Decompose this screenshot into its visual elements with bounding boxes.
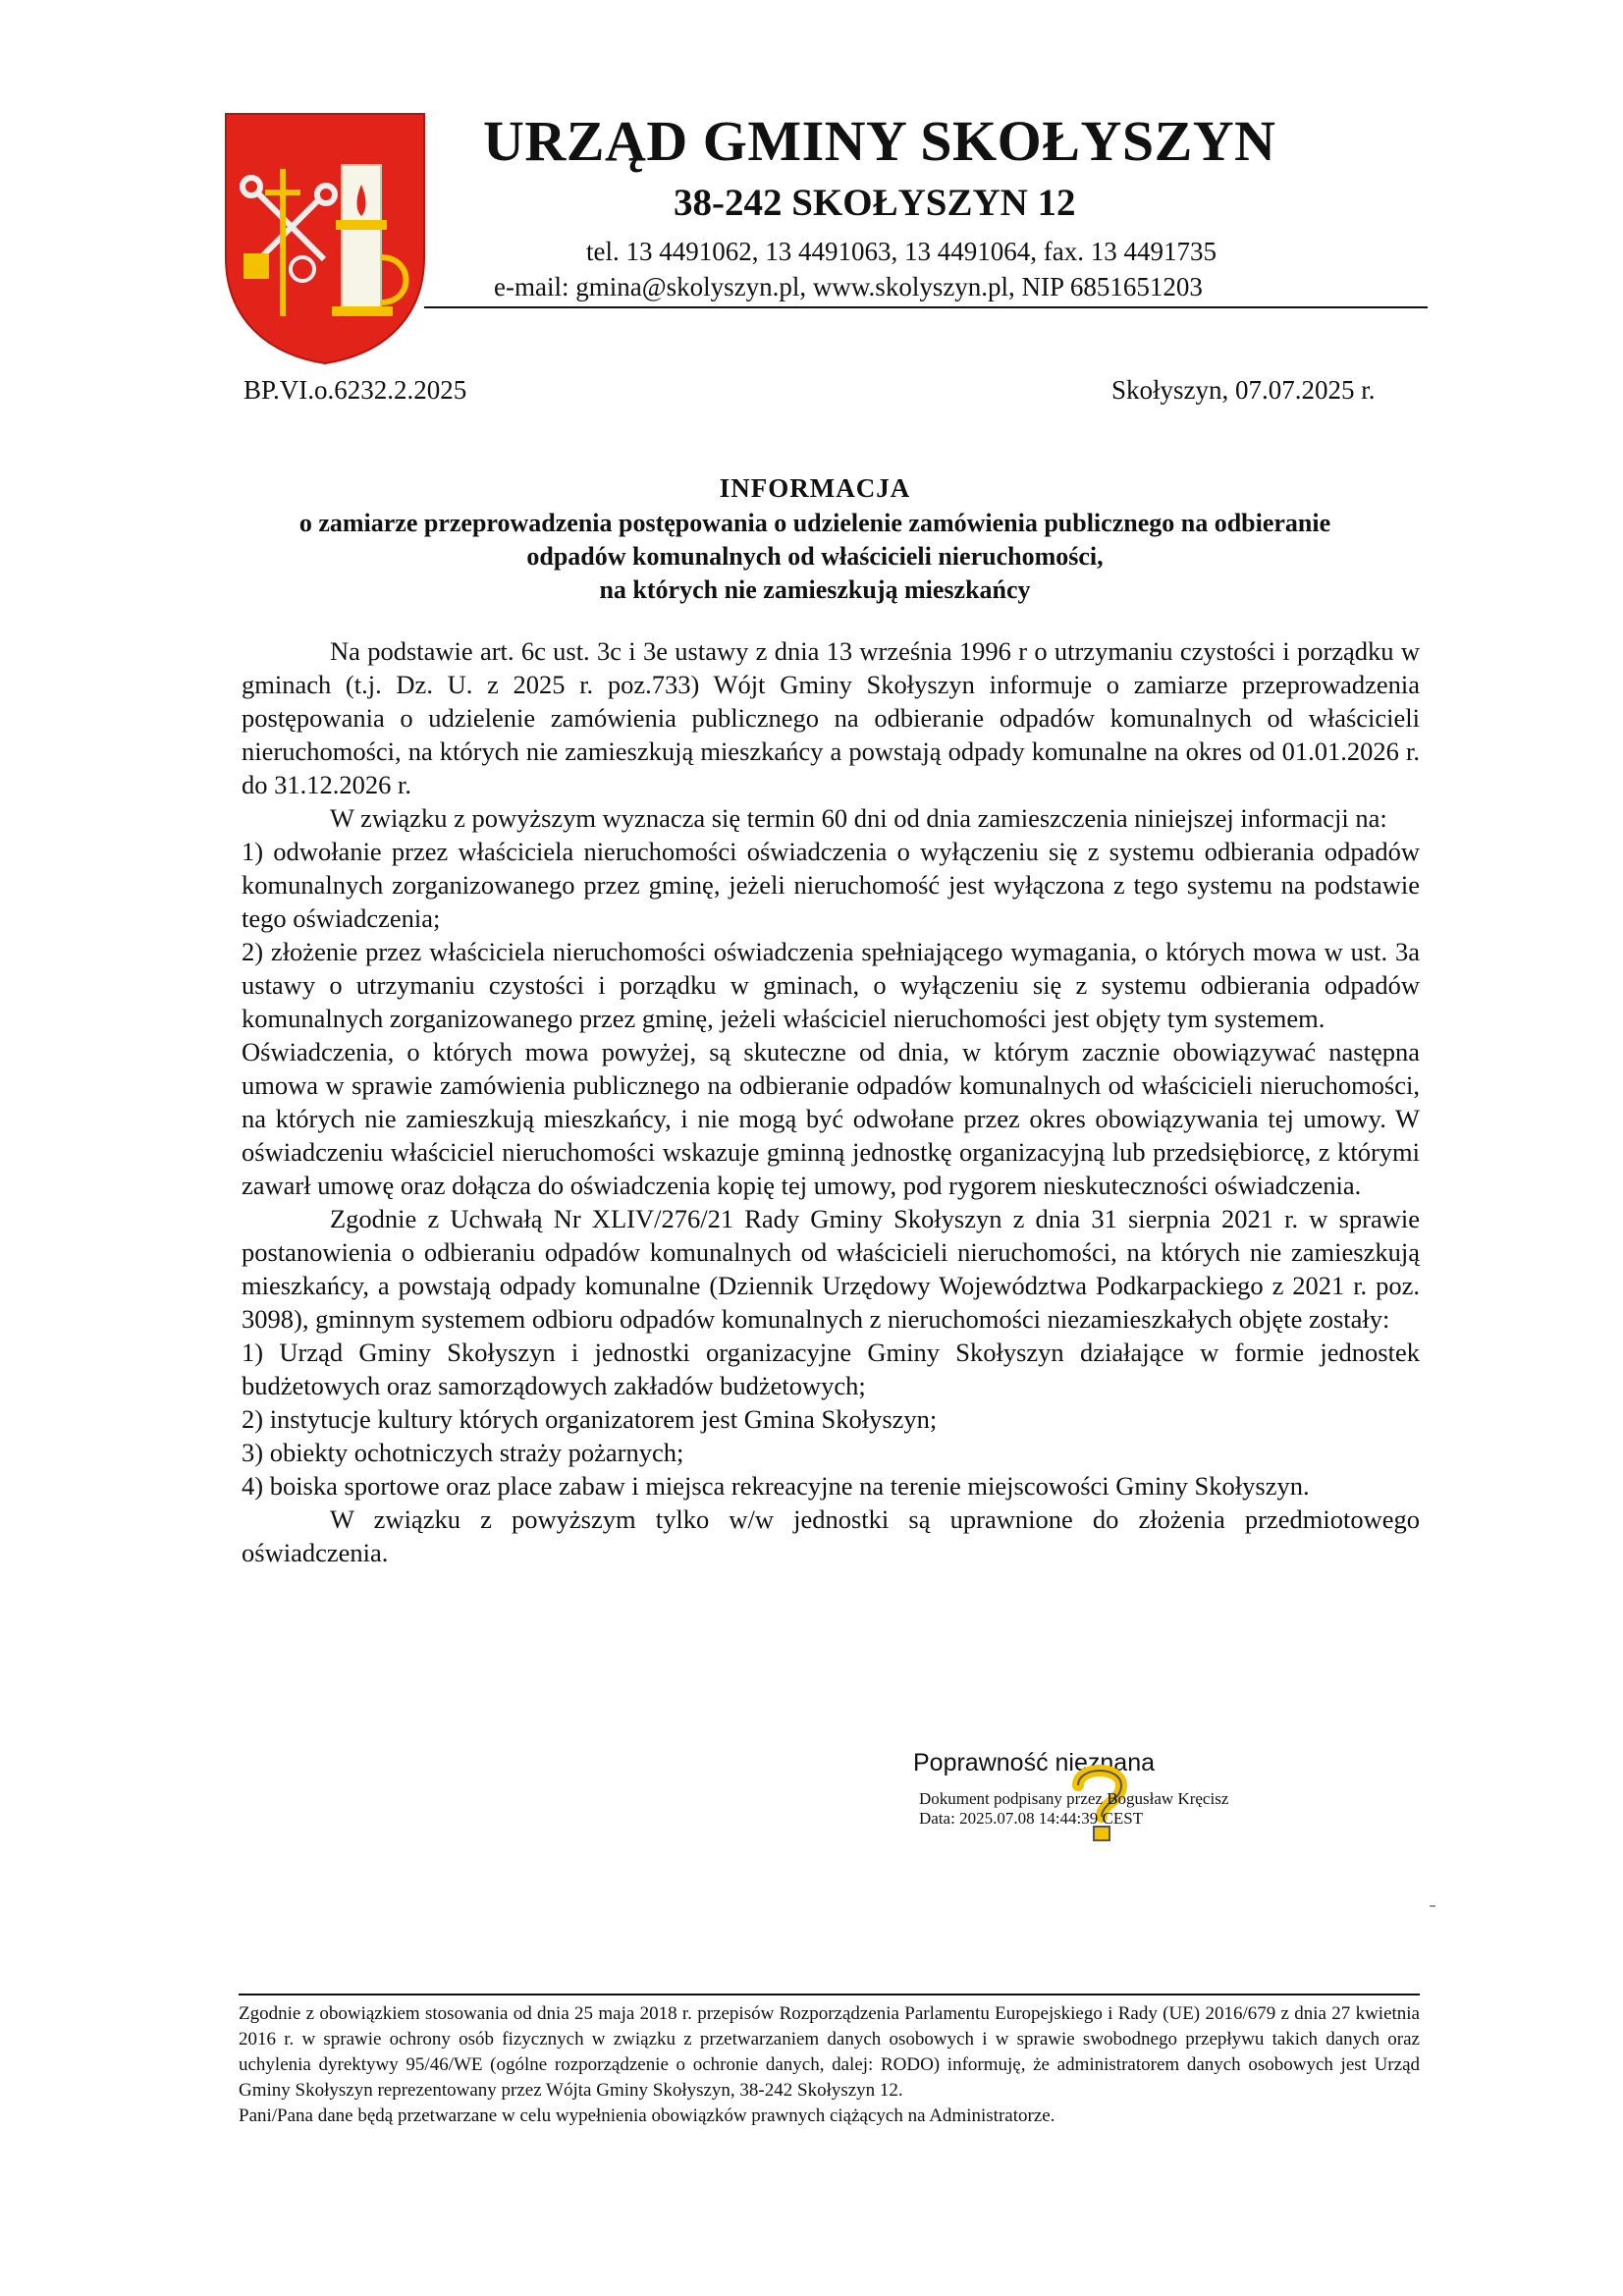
paragraph-deadline: W związku z powyższym wyznacza się termin 60 dni od dnia zamieszczenia niniejszej informacji na: — [330, 803, 1387, 833]
list-item: 2) instytucje kultury których organizatorem jest Gmina Skołyszyn; — [242, 1404, 938, 1434]
place-and-date: Skołyszyn, 07.07.2025 r. — [1111, 375, 1376, 405]
gdpr-clause: Zgodnie z obowiązkiem stosowania od dnia 25 maja 2018 r. przepisów Rozporządzenia Parlamentu Europejskiego i Rady (UE) 2016/679 z dnia 27 kwietnia 2016 r. w sprawie ochrony osób fizycznych w związku z przetwarzaniem danych osobowych i w sprawie swobodnego przepływu takich danych oraz uchylenia dyrektywy 95/46/WE (ogólne rozporządzenie o ochronie danych, dalej: RODO) informuję, że administratorem danych osobowych jest Urząd Gminy Skołyszyn reprezentowany przez Wójta Gminy Skołyszyn, 38-242 Skołyszyn 12. — [239, 2003, 1420, 2101]
list-item: 4) boiska sportowe oraz place zabaw i miejsca rekreacyjne na terenie miejscowości Gminy Skołyszyn. — [242, 1471, 1310, 1501]
list-item: 2) złożenie przez właściciela nieruchomości oświadczenia spełniającego wymagania, o których mowa w ust. 3a ustawy o utrzymaniu czystości i porządku w gminach, o wyłączeniu się z systemu odbierania odpadów komunalnych zorganizowanego przez gminę, jeżeli właściciel nieruchomości jest objęty tym systemem. — [242, 937, 1420, 1033]
office-name: URZĄD GMINY SKOŁYSZYN — [483, 109, 1276, 173]
footer-gdpr-notice — [239, 2001, 1420, 2129]
office-phone-fax: tel. 13 4491062, 13 4491063, 13 4491064, fax. 13 4491735 — [586, 237, 1217, 266]
list-item: 1) odwołanie przez właściciela nieruchomości oświadczenia o wyłączeniu się z systemu odbierania odpadów komunalnych zorganizowanego przez gminę, jeżeli nieruchomość jest wyłączona z tego systemu na podstawie tego oświadczenia; — [242, 837, 1420, 933]
document-subtitle — [226, 507, 1404, 607]
paragraph-closing: W związku z powyższym tylko w/w jednostki są uprawnione do złożenia przedmiotowego oświadczenia. — [242, 1504, 1420, 1567]
subtitle-line: odpadów komunalnych od właścicieli nieruchomości, — [526, 542, 1104, 571]
list-item: 3) obiekty ochotniczych straży pożarnych; — [242, 1438, 684, 1467]
subtitle-line: na których nie zamieszkują mieszkańcy — [599, 575, 1031, 604]
office-email-web: e-mail: gmina@skolyszyn.pl, www.skolyszyn.pl, NIP 6851651203 — [494, 272, 1203, 301]
scan-mark — [1430, 1905, 1435, 1907]
signature-details — [919, 1789, 1272, 1829]
paragraph-resolution: Zgodnie z Uchwałą Nr XLIV/276/21 Rady Gminy Skołyszyn z dnia 31 sierpnia 2021 r. w sprawie postanowienia o odbieraniu odpadów komunalnych od właścicieli nieruchomości, na których nie zamieszkują mieszkańcy, a powstają odpady komunalne (Dziennik Urzędowy Województwa Podkarpackiego z 2021 r. poz. 3098), gminnym systemem odbioru odpadów komunalnych z nieruchomości niezamieszkałych objęte zostały: — [242, 1204, 1420, 1334]
document-title: INFORMACJA — [719, 473, 911, 503]
document-body — [242, 634, 1420, 1569]
gdpr-purpose: Pani/Pana dane będą przetwarzane w celu wypełnienia obowiązków prawnych ciążących na Administratorze. — [239, 2105, 1055, 2126]
coat-of-arms-icon — [222, 110, 428, 367]
list-item: 1) Urząd Gminy Skołyszyn i jednostki organizacyjne Gminy Skołyszyn działające w formie jednostek budżetowych oraz samorządowych zakładów budżetowych; — [242, 1338, 1420, 1400]
subtitle-line: o zamiarze przeprowadzenia postępowania o udzielenie zamówienia publicznego na odbieranie — [298, 509, 1331, 537]
footer-divider — [239, 1994, 1420, 1995]
letterhead-divider — [424, 306, 1428, 308]
reference-number: BP.VI.o.6232.2.2025 — [243, 375, 467, 405]
signature-signer: Dokument podpisany przez Bogusław Kręcisz — [919, 1789, 1229, 1808]
signature-status: Poprawność nieznana — [913, 1749, 1155, 1777]
paragraph-legal-basis: Na podstawie art. 6c ust. 3c i 3e ustawy z dnia 13 września 1996 r o utrzymaniu czystości i porządku w gminach (t.j. Dz. U. z 2025 r. poz.733) Wójt Gminy Skołyszyn informuje o zamiarze przeprowadzenia postępowania o udzielenie zamówienia publicznego na odbieranie odpadów komunalnych od właścicieli nieruchomości, na których nie zamieszkują mieszkańcy a powstają odpady komunalne na okres od 01.01.2026 r. do 31.12.2026 r. — [242, 636, 1420, 799]
office-address: 38-242 SKOŁYSZYN 12 — [674, 182, 1076, 224]
signature-date: Data: 2025.07.08 14:44:39 CEST — [919, 1809, 1144, 1828]
paragraph-statements: Oświadczenia, o których mowa powyżej, są skuteczne od dnia, w którym zacznie obowiązywać następna umowa w sprawie zamówienia publicznego na odbieranie odpadów komunalnych od właścicieli nieruchomości, na których nie zamieszkują mieszkańcy, i nie mogą być odwołane przez okres obowiązywania tej umowy. W oświadczeniu właściciel nieruchomości wskazuje gminną jednostkę organizacyjną lub przedsiębiorcę, z którymi zawarł umowę oraz dołącza do oświadczenia kopię tej umowy, pod rygorem nieskuteczności oświadczenia. — [242, 1037, 1420, 1200]
